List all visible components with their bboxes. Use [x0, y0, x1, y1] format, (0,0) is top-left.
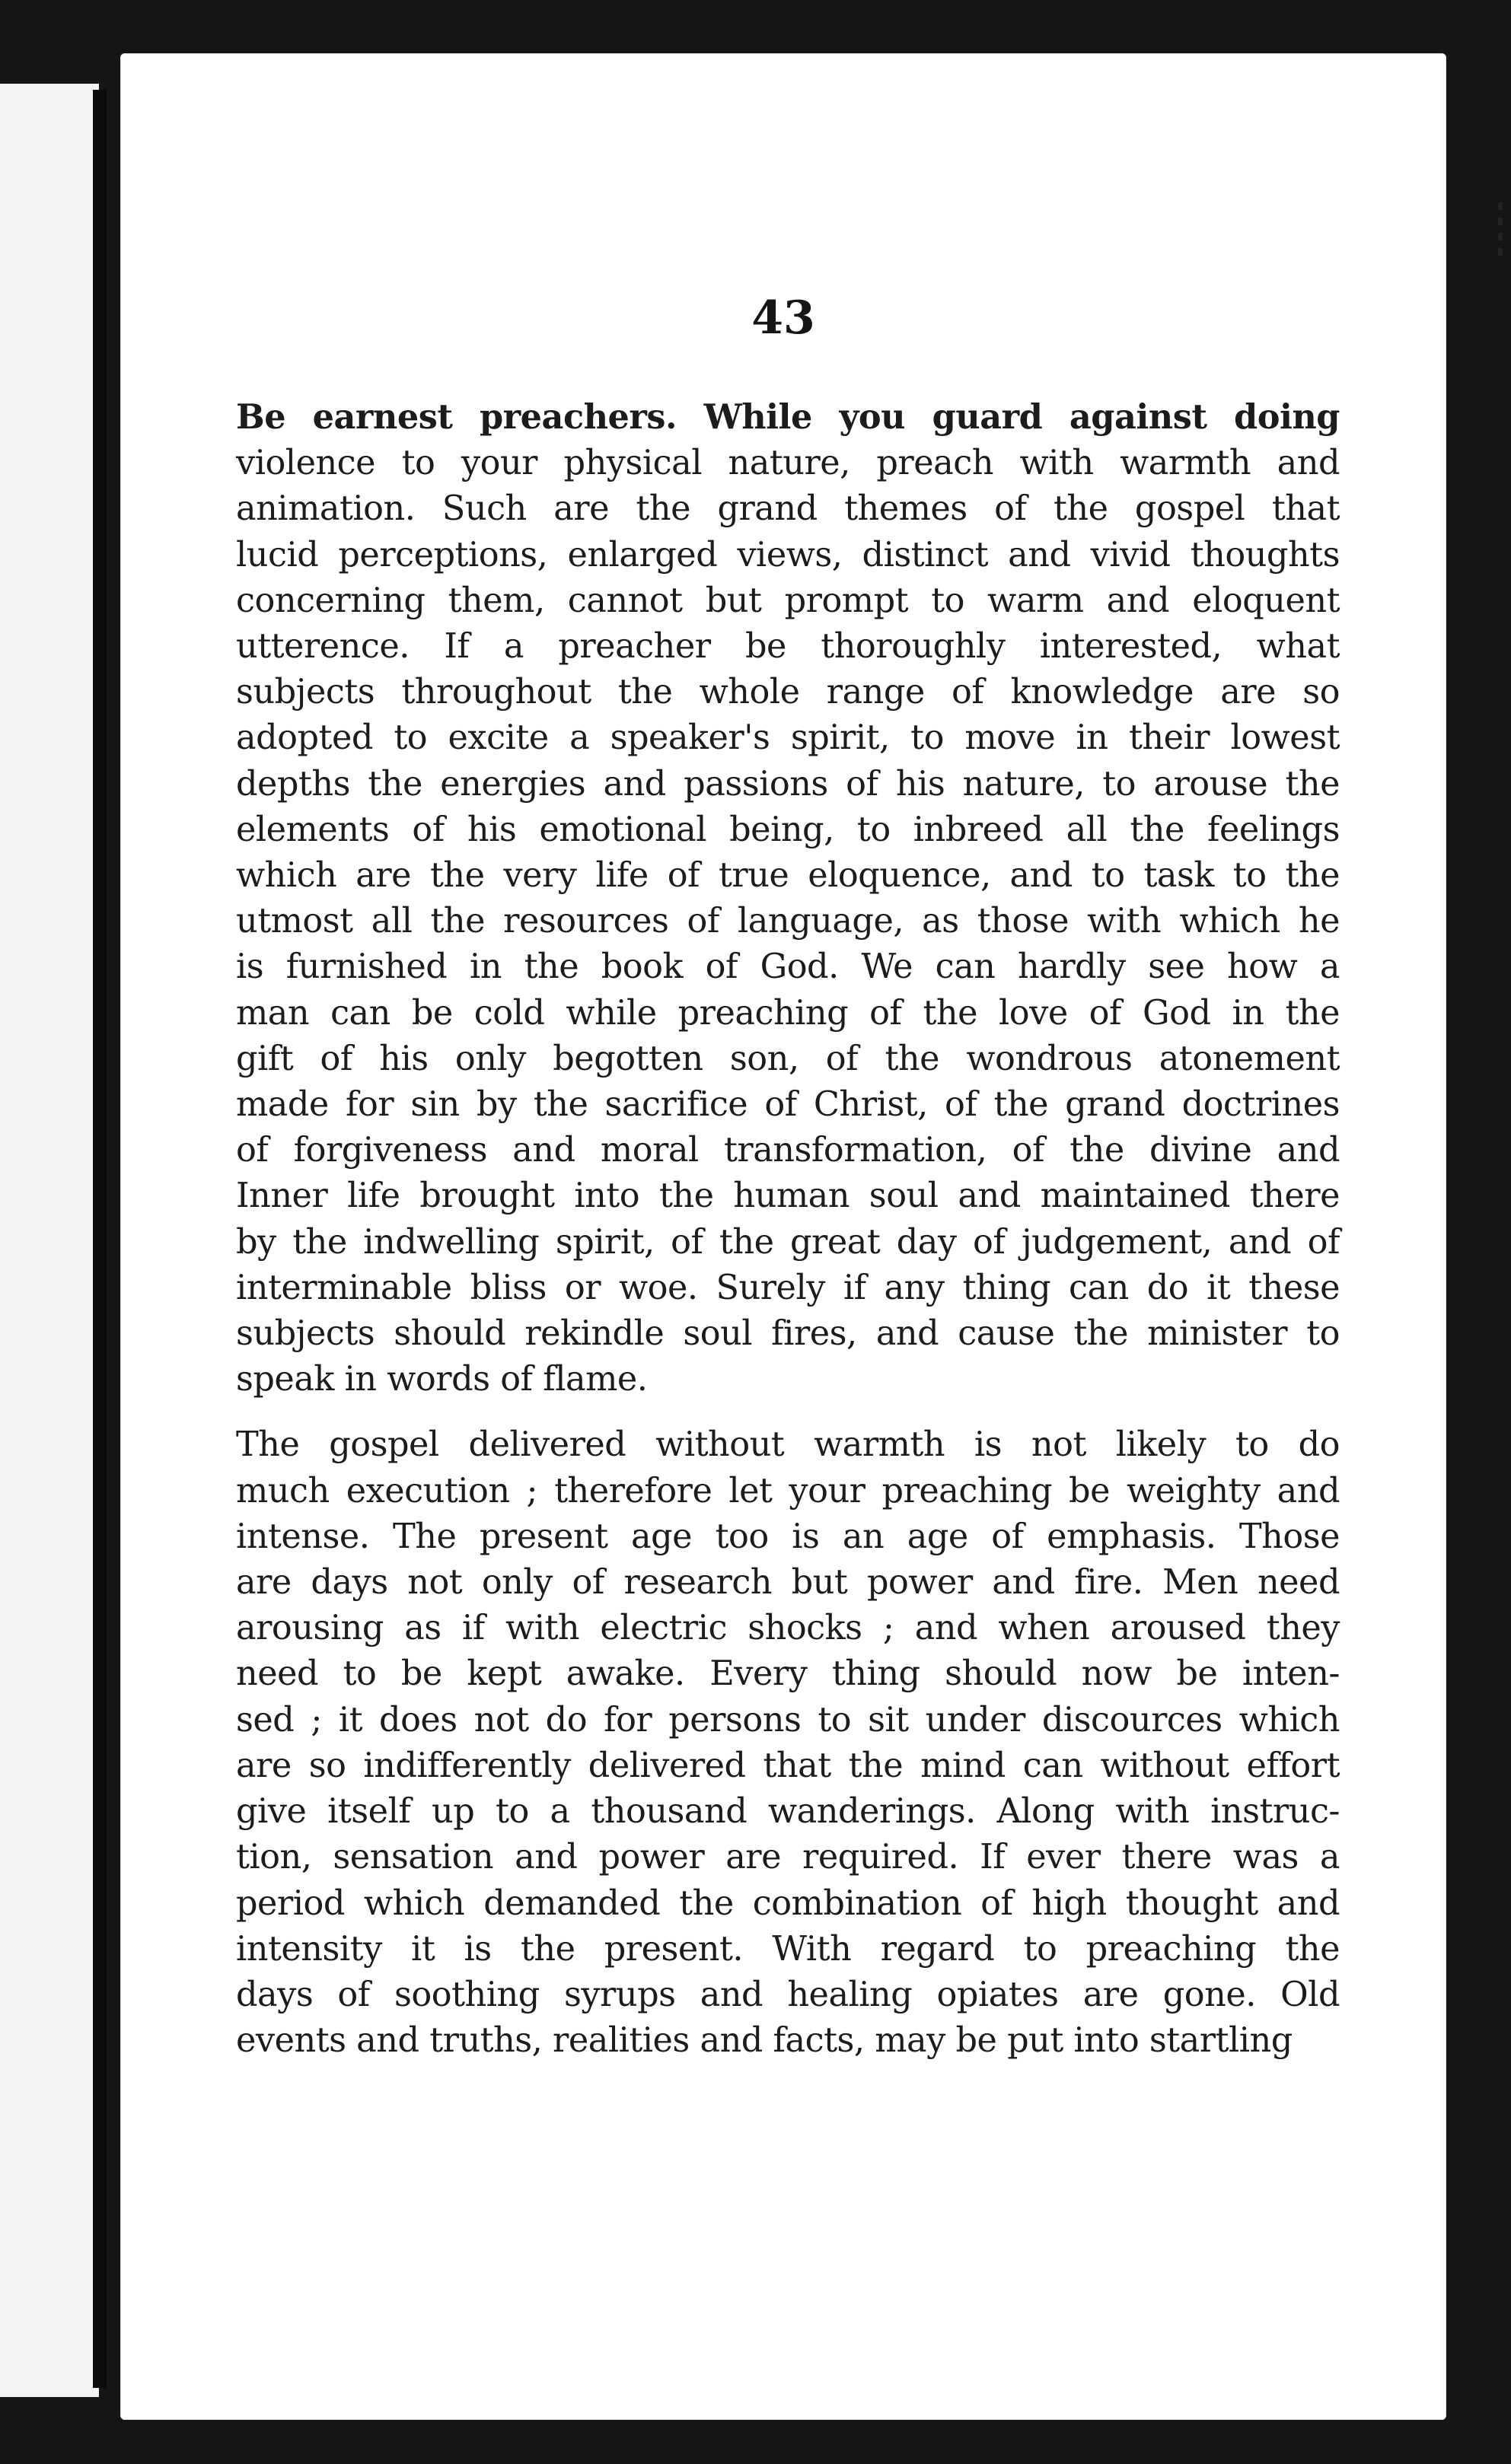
book-page [120, 53, 1446, 2420]
text-line: much execution ; therefore let your preaching be weighty and [236, 1470, 1340, 1511]
text-line: are so indifferently delivered that the mind can without effort [236, 1745, 1340, 1785]
text-line: which are the very life of true eloquence, and to task to the [236, 855, 1340, 896]
text-line: The gospel delivered without warmth is not likely to do [236, 1425, 1340, 1465]
text-line: tion, sensation and power are required. If ever there was a [236, 1837, 1340, 1877]
text-line: events and truths, realities and facts, may be put into startling [236, 2020, 1293, 2061]
text-line: utterence. If a preacher be thoroughly interested, what [236, 626, 1340, 667]
text-line: is furnished in the book of God. We can hardly see how a [236, 947, 1340, 987]
text-line: need to be kept awake. Every thing should now be inten- [236, 1654, 1340, 1694]
text-line: lucid perceptions, enlarged views, distinct and vivid thoughts [236, 534, 1340, 575]
text-line: made for sin by the sacrifice of Christ, of the grand doctrines [236, 1084, 1340, 1125]
text-line: subjects should rekindle soul fires, and cause the minister to [236, 1313, 1340, 1354]
text-line: utmost all the resources of language, as those with which he [236, 901, 1340, 941]
text-line: sed ; it does not do for persons to sit under discources which [236, 1699, 1340, 1740]
previous-page-edge [0, 84, 99, 2397]
text-line: are days not only of research but power and fire. Men need [236, 1562, 1340, 1603]
paragraph-1 [236, 394, 1340, 1402]
paragraph-2 [236, 1421, 1340, 2063]
text-line: Inner life brought into the human soul and maintained there [236, 1176, 1340, 1216]
text-line: subjects throughout the whole range of knowledge are so [236, 672, 1340, 712]
body-text [236, 394, 1340, 2063]
text-line: days of soothing syrups and healing opiates are gone. Old [236, 1974, 1340, 2014]
binding-gutter [93, 90, 107, 2388]
text-line: of forgiveness and moral transformation, of the divine and [236, 1130, 1340, 1170]
text-line: elements of his emotional being, to inbreed all the feelings [236, 809, 1340, 849]
text-line: adopted to excite a speaker's spirit, to move in their lowest [236, 718, 1340, 758]
text-line: concerning them, cannot but prompt to warm and eloquent [236, 580, 1340, 620]
text-line: man can be cold while preaching of the love of God in the [236, 992, 1340, 1033]
text-line: arousing as if with electric shocks ; and when aroused they [236, 1608, 1340, 1648]
text-line: by the indwelling spirit, of the great day of judgement, and of [236, 1221, 1340, 1262]
text-line: speak in words of flame. [236, 1359, 648, 1399]
text-line: violence to your physical nature, preach with warmth and [236, 443, 1340, 483]
text-line: intense. The present age too is an age of emphasis. Those [236, 1516, 1340, 1556]
text-line: period which demanded the combination of high thought and [236, 1883, 1340, 1923]
text-line: animation. Such are the grand themes of the gospel that [236, 489, 1340, 529]
page-edge-mark [1498, 202, 1503, 263]
text-line: Be earnest preachers. While you guard against doing [236, 396, 1340, 437]
text-line: intensity it is the present. With regard to preaching the [236, 1928, 1340, 1969]
text-line: gift of his only begotten son, of the wondrous atonement [236, 1038, 1340, 1078]
page-number: 43 [751, 291, 815, 345]
text-line: depths the energies and passions of his nature, to arouse the [236, 763, 1340, 804]
text-line: give itself up to a thousand wanderings. Along with instruc- [236, 1791, 1340, 1832]
text-line: interminable bliss or woe. Surely if any thing can do it these [236, 1267, 1340, 1307]
